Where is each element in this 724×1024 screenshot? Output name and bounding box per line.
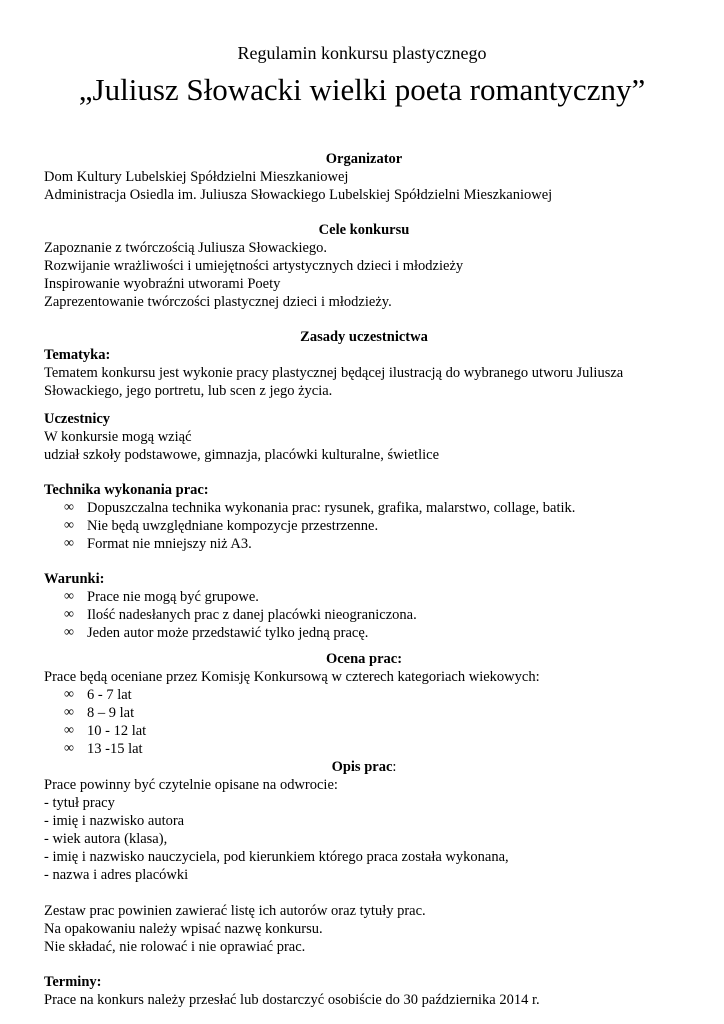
- evaluation-heading: Ocena prac:: [325, 651, 403, 667]
- goals-line: Inspirowanie wyobraźni utworami Poety: [44, 276, 281, 292]
- theme-text: Tematem konkursu jest wykonie pracy plastycznej będącej ilustracją do wybranego utworu Juliusza: [44, 365, 624, 381]
- section-evaluation: [44, 650, 684, 758]
- participants-block: [44, 410, 684, 464]
- list-item: [64, 704, 684, 722]
- list-item-text: Ilość nadesłanych prac z danej placówki nieograniczona.: [87, 607, 417, 623]
- description-heading-colon: :: [392, 759, 397, 775]
- list-item: [64, 624, 684, 642]
- infinity-bullet-icon: ∞: [64, 607, 74, 622]
- document-subtitle: Regulamin konkursu plastycznego: [237, 43, 487, 63]
- infinity-bullet-icon: ∞: [64, 589, 74, 604]
- section-organizer: [44, 150, 684, 204]
- technique-block: [44, 481, 684, 553]
- goals-heading: Cele konkursu: [318, 222, 410, 238]
- technique-heading: Technika wykonania prac:: [44, 482, 209, 498]
- conditions-list: [44, 588, 684, 642]
- list-item: [64, 517, 684, 535]
- list-item-text: 8 – 9 lat: [87, 705, 135, 721]
- list-item-text: 10 - 12 lat: [87, 723, 147, 739]
- description-note: Nie składać, nie rolować i nie oprawiać prac.: [44, 939, 306, 955]
- goals-line: Zapoznanie z twórczością Juliusza Słowackiego.: [44, 240, 328, 256]
- description-intro: Prace powinny być czytelnie opisane na odwrocie:: [44, 777, 338, 793]
- theme-block: [44, 346, 684, 400]
- infinity-bullet-icon: ∞: [64, 723, 74, 738]
- infinity-bullet-icon: ∞: [64, 536, 74, 551]
- description-heading-text: Opis prac: [331, 759, 393, 775]
- conditions-block: [44, 570, 684, 642]
- goals-line: Rozwijanie wrażliwości i umiejętności artystycznych dzieci i młodzieży: [44, 258, 464, 274]
- list-item-text: Jeden autor może przedstawić tylko jedną pracę.: [87, 625, 369, 641]
- document-body: [44, 150, 684, 1009]
- description-note: Na opakowaniu należy wpisać nazwę konkursu.: [44, 921, 323, 937]
- description-line: - imię i nazwisko nauczyciela, pod kierunkiem którego praca została wykonana,: [44, 849, 509, 865]
- infinity-bullet-icon: ∞: [64, 687, 74, 702]
- section-description: [44, 758, 684, 956]
- deadlines-heading: Terminy:: [44, 974, 102, 990]
- list-item-text: 6 - 7 lat: [87, 687, 132, 703]
- description-line: - imię i nazwisko autora: [44, 813, 185, 829]
- organizer-line: Administracja Osiedla im. Juliusza Słowackiego Lubelskiej Spółdzielni Mieszkaniowej: [44, 187, 553, 203]
- section-deadlines: [44, 973, 684, 1009]
- list-item: [64, 722, 684, 740]
- list-item-text: 13 -15 lat: [87, 741, 143, 757]
- document-title: „Juliusz Słowacki wielki poeta romantyczny”: [78, 72, 646, 107]
- list-item-text: Nie będą uwzględniane kompozycje przestrzenne.: [87, 518, 379, 534]
- section-rules: [44, 328, 684, 642]
- participants-line: udział szkoły podstawowe, gimnazja, placówki kulturalne, świetlice: [44, 447, 440, 463]
- description-line: - nazwa i adres placówki: [44, 867, 189, 883]
- list-item: [64, 535, 684, 553]
- list-item: [64, 499, 684, 517]
- infinity-bullet-icon: ∞: [64, 625, 74, 640]
- description-line: - tytuł pracy: [44, 795, 115, 811]
- description-heading: [44, 758, 684, 776]
- theme-text: Słowackiego, jego portretu, lub scen z jego życia.: [44, 383, 333, 399]
- description-note: Zestaw prac powinien zawierać listę ich autorów oraz tytuły prac.: [44, 903, 426, 919]
- list-item-text: Prace nie mogą być grupowe.: [87, 589, 259, 605]
- participants-line: W konkursie mogą wziąć: [44, 429, 192, 445]
- infinity-bullet-icon: ∞: [64, 705, 74, 720]
- organizer-line: Dom Kultury Lubelskiej Spółdzielni Mieszkaniowej: [44, 169, 349, 185]
- deadlines-text: Prace na konkurs należy przesłać lub dostarczyć osobiście do 30 października 2014 r.: [44, 992, 540, 1008]
- infinity-bullet-icon: ∞: [64, 500, 74, 515]
- goals-line: Zaprezentowanie twórczości plastycznej dzieci i młodzieży.: [44, 294, 392, 310]
- list-item-text: Format nie mniejszy niż A3.: [87, 536, 252, 552]
- technique-list: [44, 499, 684, 553]
- description-line: - wiek autora (klasa),: [44, 831, 168, 847]
- list-item-text: Dopuszczalna technika wykonania prac: rysunek, grafika, malarstwo, collage, batik.: [87, 500, 576, 516]
- list-item: [64, 686, 684, 704]
- theme-heading: Tematyka:: [44, 347, 111, 363]
- rules-heading: Zasady uczestnictwa: [300, 329, 428, 345]
- infinity-bullet-icon: ∞: [64, 518, 74, 533]
- conditions-heading: Warunki:: [44, 571, 105, 587]
- list-item: [64, 588, 684, 606]
- age-category-list: [44, 686, 684, 758]
- infinity-bullet-icon: ∞: [64, 741, 74, 756]
- organizer-heading: Organizator: [325, 151, 403, 167]
- list-item: [64, 606, 684, 624]
- section-goals: [44, 221, 684, 311]
- participants-heading: Uczestnicy: [44, 411, 111, 427]
- evaluation-intro: Prace będą oceniane przez Komisję Konkursową w czterech kategoriach wiekowych:: [44, 669, 540, 685]
- list-item: [64, 740, 684, 758]
